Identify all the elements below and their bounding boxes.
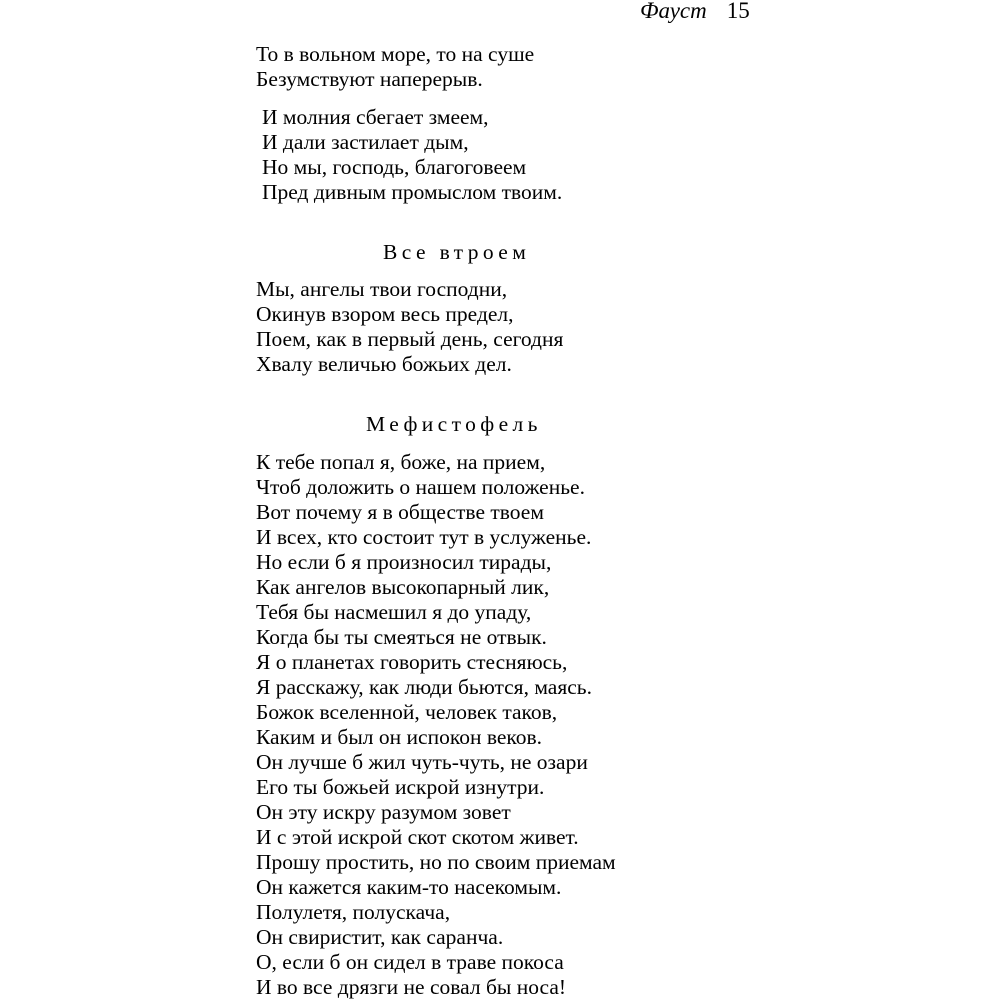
verse-line: Он эту искру разумом зовет <box>256 800 511 824</box>
verse-line: Хвалу величью божьих дел. <box>256 352 512 376</box>
verse-line: Тебя бы насмешил я до упаду, <box>256 600 532 624</box>
verse-line: И во все дрязги не совал бы носа! <box>256 975 567 999</box>
verse-line: То в вольном море, то на суше <box>256 42 535 66</box>
verse-line: Его ты божьей искрой изнутри. <box>256 775 545 799</box>
verse-line: И всех, кто состоит тут в услуженье. <box>256 525 592 549</box>
verse-line: Он свиристит, как саранча. <box>256 925 504 949</box>
verse-line: Я о планетах говорить стесняюсь, <box>256 650 568 674</box>
verse-line: Чтоб доложить о нашем положенье. <box>256 475 585 499</box>
verse-line: Каким и был он испокон веков. <box>256 725 543 749</box>
verse-line: Он кажется каким-то насекомым. <box>256 875 562 899</box>
verse-line: Окинув взором весь предел, <box>256 302 514 326</box>
verse-line: К тебе попал я, боже, на прием, <box>256 450 546 474</box>
running-header <box>640 0 750 24</box>
verse-line: Божок вселенной, человек таков, <box>256 700 558 724</box>
verse-line: И дали застилает дым, <box>262 130 469 154</box>
verse-line: О, если б он сидел в траве покоса <box>256 950 564 974</box>
verse-line: Безумствуют наперерыв. <box>256 67 483 91</box>
verse-line: Вот почему я в обществе твоем <box>256 500 544 524</box>
verse-line: Поем, как в первый день, сегодня <box>256 327 564 351</box>
running-title: Фауст <box>640 0 707 23</box>
speaker-heading-mephistopheles: Мефистофель <box>366 412 542 436</box>
verse-line: Но если б я произносил тирады, <box>256 550 552 574</box>
verse-line: Когда бы ты смеяться не отвык. <box>256 625 547 649</box>
verse-line: И с этой искрой скот скотом живет. <box>256 825 579 849</box>
verse-line: Но мы, господь, благоговеем <box>262 155 527 179</box>
verse-line: Он лучше б жил чуть-чуть, не озари <box>256 750 588 774</box>
verse-line: Прошу простить, но по своим приемам <box>256 850 616 874</box>
verse-line: Полулетя, полускача, <box>256 900 451 924</box>
speaker-heading-all-three: Все втроем <box>383 240 531 264</box>
verse-line: Как ангелов высокопарный лик, <box>256 575 550 599</box>
verse-line: Я расскажу, как люди бьются, маясь. <box>256 675 592 699</box>
verse-line: И молния сбегает змеем, <box>262 105 489 129</box>
verse-line: Мы, ангелы твои господни, <box>256 277 508 301</box>
verse-line: Пред дивным промыслом твоим. <box>262 180 563 204</box>
page-number: 15 <box>726 0 750 23</box>
